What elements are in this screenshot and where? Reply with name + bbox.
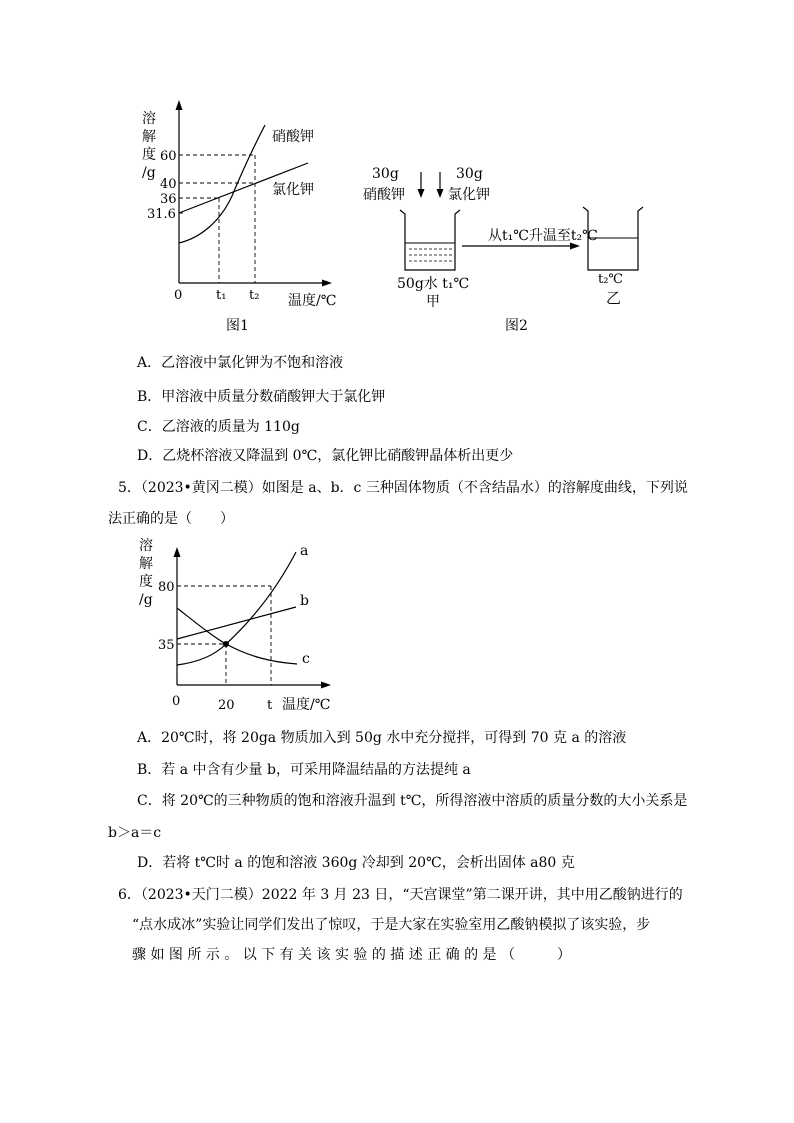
- fig2-left-name: 硝酸钾: [363, 187, 405, 203]
- fig2-left-amount: 30g: [372, 166, 399, 182]
- fig2-beaker2-label: t₂℃: [598, 272, 623, 287]
- fig3-xtick-t: t: [267, 698, 273, 713]
- fig3-xlabel: 温度/℃: [282, 697, 331, 713]
- fig3-curve-label-b: b: [300, 593, 309, 609]
- fig3-ylabel-2: 解: [139, 556, 153, 572]
- fig3-x-arrow: [321, 682, 331, 689]
- q4-option-c: C．乙溶液的质量为 110g: [137, 419, 300, 435]
- fig2-down-arrowhead-left: [418, 189, 425, 198]
- fig2-arrow-text: 从t₁℃升温至t₂℃: [488, 228, 598, 244]
- q5-option-b: B．若 a 中含有少量 b，可采用降温结晶的方法提纯 a: [137, 762, 471, 778]
- fig1-ytick-36: 36: [160, 192, 177, 207]
- q6-stem-line-1: 6．（2023•天门二模）2022 年 3 月 23 日，“天宫课堂”第二课开讲，其中用乙酸钠进行的: [118, 887, 683, 903]
- fig3-ylabel-3: 度: [139, 574, 153, 590]
- q5-stem-line-1: 5．（2023•黄冈二模）如图是 a、b．c 三种固体物质（不含结晶水）的溶解度曲线，下列说: [118, 480, 688, 496]
- fig3-curve-a: [177, 552, 296, 665]
- fig2-down-arrowhead-right: [437, 189, 444, 198]
- fig3-ytick-80: 80: [158, 580, 175, 595]
- q4-option-b: B．甲溶液中质量分数硝酸钾大于氯化钾: [137, 389, 386, 405]
- fig1-curve-kno3: [179, 125, 265, 243]
- fig1-ytick-31-6: 31.6: [147, 207, 176, 222]
- fig1-curve-label-kcl: 氯化钾: [272, 182, 314, 198]
- fig2-right-amount: 30g: [456, 166, 483, 182]
- fig2-beaker-1: [400, 210, 460, 270]
- q5-option-d: D．若将 t℃时 a 的饱和溶液 360g 冷却到 20℃，会析出固体 a80 克: [137, 855, 575, 871]
- fig1-ylabel-2: 解: [142, 129, 156, 145]
- fig1-ylabel-4: /g: [142, 165, 156, 181]
- figure-1-solubility-chart: [0, 0, 794, 340]
- fig1-caption: 图1: [226, 318, 249, 334]
- q4-option-d: D．乙烧杯溶液又降温到 0℃，氯化钾比硝酸钾晶体析出更少: [137, 448, 514, 464]
- q5-option-a: A．20℃时，将 20ga 物质加入到 50g 水中充分搅拌，可得到 70 克 a 的溶液: [137, 730, 627, 746]
- fig3-curve-label-a: a: [300, 543, 309, 559]
- fig1-xtick-0: 0: [174, 288, 183, 303]
- fig1-ytick-60: 60: [160, 149, 177, 164]
- fig3-xtick-20: 20: [218, 698, 235, 713]
- fig1-ylabel-1: 溶: [142, 111, 156, 127]
- fig1-y-arrow: [176, 100, 183, 110]
- q6-stem-line-2: “点水成冰”实验让同学们发出了惊叹，于是大家在实验室用乙酸钠模拟了该实验，步: [132, 917, 651, 933]
- q5-stem-line-2: 法正确的是（ ）: [108, 511, 234, 527]
- fig1-x-arrow: [322, 280, 332, 287]
- fig1-xtick-t2: t₂: [249, 288, 260, 303]
- fig2-beaker2-name: 乙: [606, 289, 622, 307]
- fig1-xlabel: 温度/℃: [288, 293, 337, 309]
- fig2-beaker1-name: 甲: [426, 294, 440, 310]
- fig3-ytick-35: 35: [158, 638, 175, 653]
- fig3-ylabel-4: /g: [139, 592, 153, 608]
- fig1-ytick-40: 40: [160, 177, 177, 192]
- fig3-intersection-point: [223, 641, 229, 647]
- q6-stem-line-3: 骤 如 图 所 示 。 以 下 有 关 该 实 验 的 描 述 正 确 的 是 （ ）: [132, 947, 572, 963]
- q5-option-c-cont: b＞a＝c: [108, 825, 162, 841]
- fig1-curve-label-kno3: 硝酸钾: [272, 129, 314, 145]
- fig3-curve-label-c: c: [302, 651, 310, 667]
- q5-option-c: C．将 20℃的三种物质的饱和溶液升温到 t℃，所得溶液中溶质的质量分数的大小关系是: [137, 793, 688, 809]
- fig3-ylabel-1: 溶: [139, 538, 153, 554]
- q4-option-a: A．乙溶液中氯化钾为不饱和溶液: [137, 355, 344, 371]
- fig3-curve-c: [177, 608, 297, 664]
- fig1-ylabel-3: 度: [142, 147, 156, 163]
- fig2-right-name: 氯化钾: [448, 187, 490, 203]
- fig3-y-arrow: [174, 547, 181, 557]
- fig2-caption: 图2: [505, 318, 528, 334]
- fig1-xtick-t1: t₁: [216, 288, 227, 303]
- fig3-xtick-0: 0: [172, 694, 181, 709]
- fig2-beaker-2: [583, 207, 643, 270]
- figure-q5-solubility-chart: [0, 530, 794, 720]
- fig2-beaker1-label: 50g水 t₁℃: [397, 276, 470, 292]
